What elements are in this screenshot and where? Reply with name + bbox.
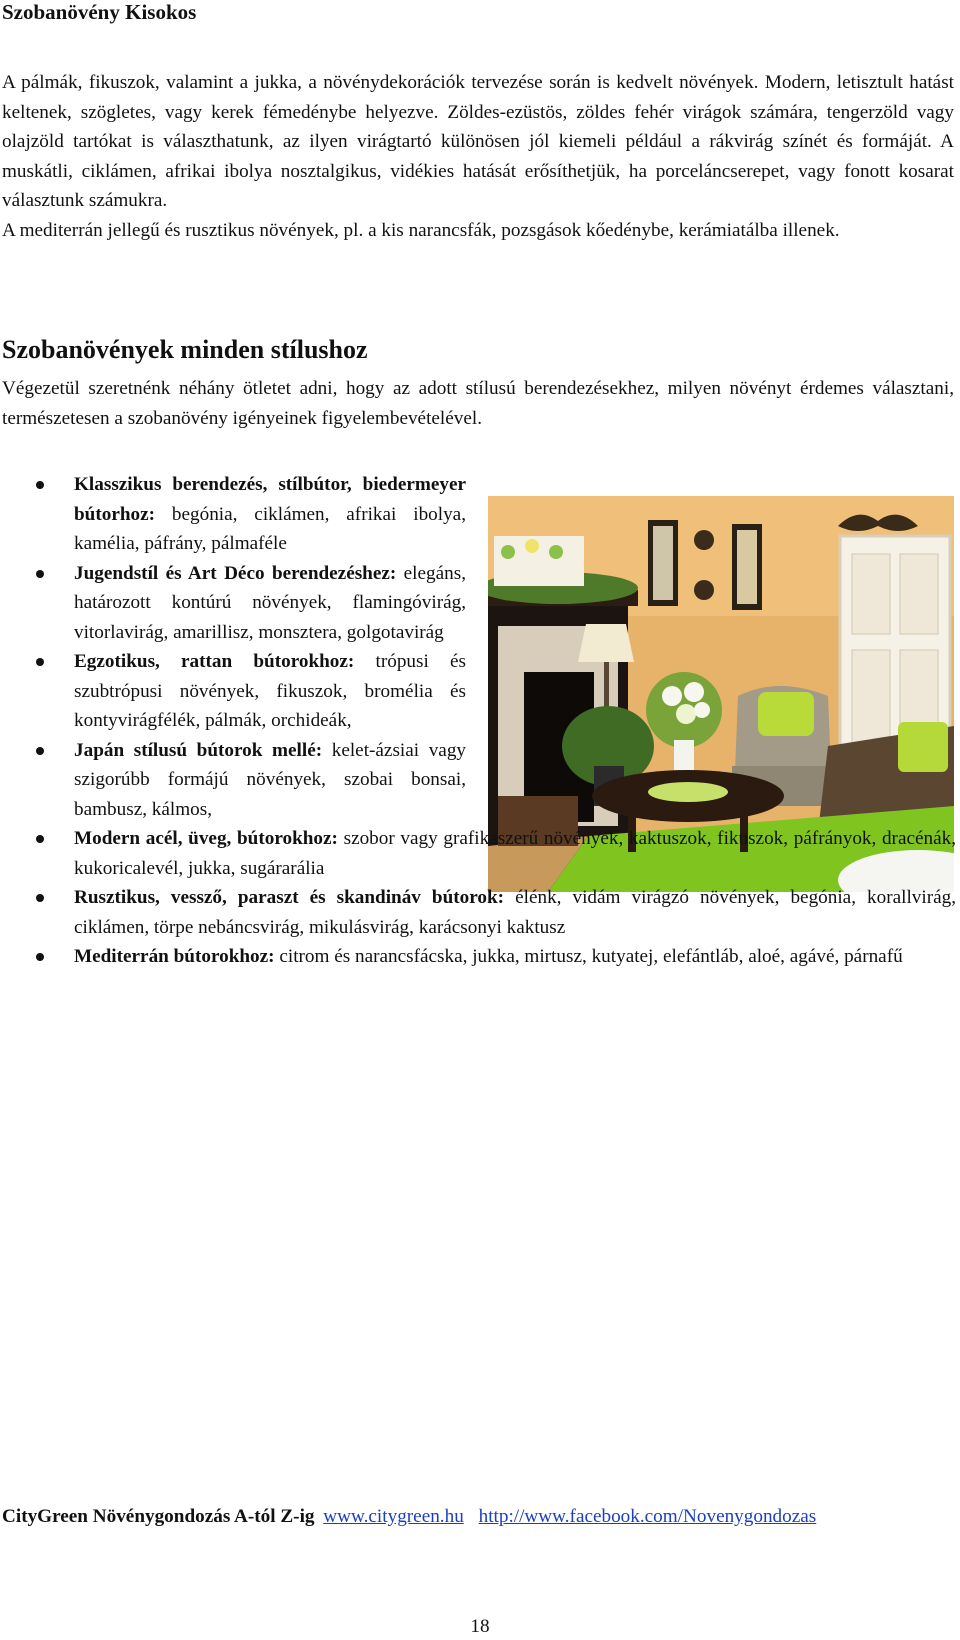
list-item-text: kelet-ázsiai vagy szigorúbb formájú növények, szobai bonsai, bambusz, kálmos, [74,739,467,820]
section-lead: Végezetül szeretnénk néhány ötletet adni, hogy az adott stílusú berendezésekhez, milyen növényt érdemes választani, természetesen a szobanövény igényeinek figyelembevételével. [2,378,954,429]
list-item [0,942,956,972]
footer [2,1506,816,1528]
list-item [0,736,466,825]
list-item-text: élénk, vidám virágzó növények, begónia, korallvirág, ciklámen, törpe nebáncsvirág, mikulásvirág, karácsonyi kaktusz [74,887,956,938]
list-item [0,647,466,736]
facebook-link[interactable]: http://www.facebook.com/Novenygondozas [478,1506,817,1527]
list-item-label: Modern acél, üveg, bútorokhoz: [74,828,338,849]
list-item [0,824,956,883]
list-item-text: begónia, ciklámen, afrikai ibolya, kamélia, páfrány, pálmaféle [74,503,466,554]
list-item-label: Japán stílusú bútorok mellé: [74,739,323,761]
style-list [0,470,956,972]
page-title: Szobanövény Kisokos [2,0,197,24]
list-item-label: Mediterrán bútorokhoz: [74,946,275,967]
website-link[interactable]: www.citygreen.hu [323,1506,464,1527]
intro-paragraph-1 [2,68,954,245]
list-item-label: Jugendstíl és Art Déco berendezéshez: [74,562,397,584]
intro-paragraph-2-text: A mediterrán jellegű és rusztikus növények, pl. a kis narancsfák, pozsgások kőedénybe, kerámiatálba illenek. [2,219,840,241]
list-item-label: Klasszikus berendezés, stílbútor, biedermeyer bútorhoz: [74,474,466,525]
intro-paragraph-1-text: A pálmák, fikuszok, valamint a jukka, a növénydekorációk tervezése során is kedvelt növények. Modern, letisztult hatást keltenek, szögletes, vagy kerek fémedénybe helyezve. Zöldes-ezüstös, zöldes fehér virágok számára, tengerzöld vagy olajzöld tartókat is választhatunk, az ilyen virágtartó különösen jól kiemeli például a rákvirág színét és formáját. A muskátli, ciklámen, afrikai ibolya nosztalgikus, vidékies hatását erősíthetjük, ha porceláncserepet, vagy fonott kosarat választunk számukra. [2,72,954,211]
section-heading: Szobanövények minden stílushoz [2,335,368,364]
page-number: 18 [470,1616,490,1637]
list-item-label: Rusztikus, vessző, paraszt és skandináv bútorok: [74,887,505,908]
list-item [0,470,466,559]
footer-brand: CityGreen Növénygondozás A-tól Z-ig [2,1506,315,1527]
list-item-text: elegáns, határozott kontúrú növények, flamingóvirág, vitorlavirág, amarillisz, monsztera, golgotavirág [74,562,466,643]
list-item-text: szobor vagy grafikaszerű növények, kaktuszok, fikuszok, páfrányok, dracénák, kukoricalevél, jukka, sugárarália [74,828,956,879]
list-item-label: Egzotikus, rattan bútorokhoz: [74,651,355,672]
list-item-text: trópusi és szubtrópusi növények, fikuszok, bromélia és kontyvirágfélék, pálmák, orchideák, [74,651,466,731]
list-item-text: citrom és narancsfácska, jukka, mirtusz, kutyatej, elefántláb, aloé, agávé, párnafű [274,946,903,967]
list-item [0,559,466,648]
list-item [0,883,956,942]
